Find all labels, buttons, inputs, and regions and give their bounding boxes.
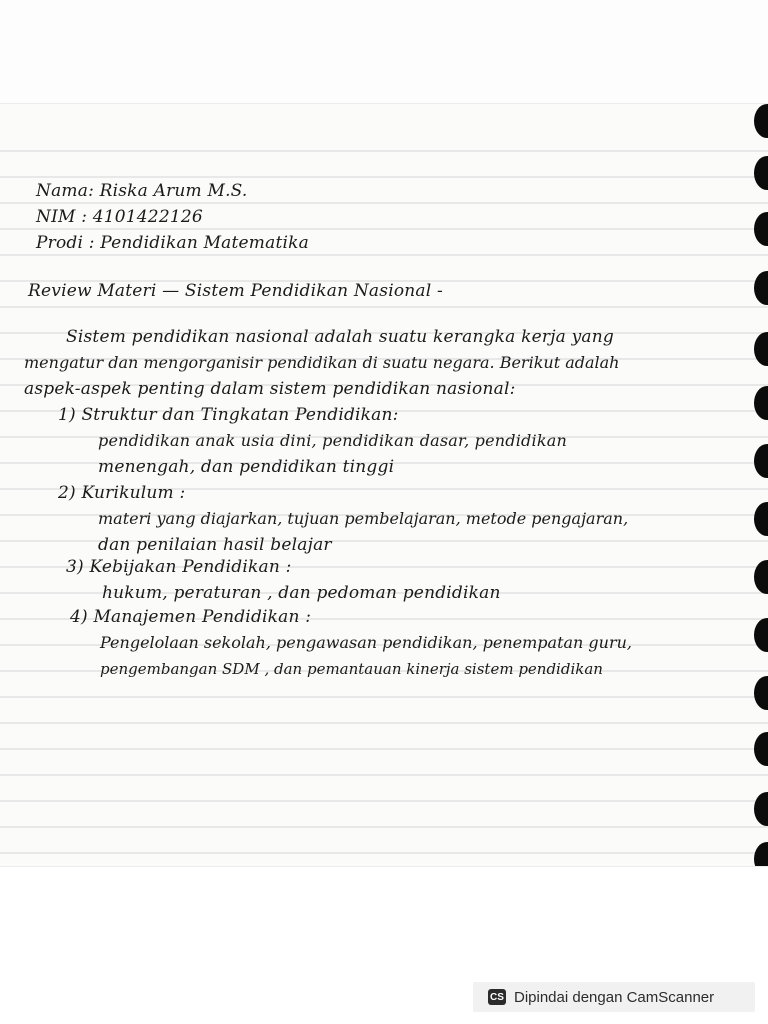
binder-hole — [754, 560, 768, 594]
page-title: Review Materi — Sistem Pendidikan Nasional - — [28, 281, 443, 301]
binder-holes — [746, 104, 768, 866]
binder-hole — [754, 212, 768, 246]
paragraph-line: aspek-aspek penting dalam sistem pendidikan nasional: — [24, 379, 516, 399]
list-item-heading: 4) Manajemen Pendidikan : — [70, 607, 312, 627]
list-item-detail: dan penilaian hasil belajar — [98, 535, 332, 555]
paragraph-line: Sistem pendidikan nasional adalah suatu kerangka kerja yang — [66, 327, 614, 347]
binder-hole — [754, 732, 768, 766]
list-item-heading: 1) Struktur dan Tingkatan Pendidikan: — [58, 405, 399, 425]
binder-hole — [754, 332, 768, 366]
binder-hole — [754, 618, 768, 652]
study-program: Prodi : Pendidikan Matematika — [36, 233, 309, 253]
list-item-detail: hukum, peraturan , dan pedoman pendidikan — [102, 583, 501, 603]
binder-hole — [754, 842, 768, 867]
student-nim: NIM : 4101422126 — [36, 207, 203, 227]
binder-hole — [754, 271, 768, 305]
notebook-page — [0, 103, 768, 867]
student-name: Nama: Riska Arum M.S. — [36, 181, 248, 201]
list-item-heading: 3) Kebijakan Pendidikan : — [66, 557, 292, 577]
list-item-detail: Pengelolaan sekolah, pengawasan pendidikan, penempatan guru, — [100, 633, 633, 652]
scan-top-margin — [0, 0, 768, 103]
list-item-heading: 2) Kurikulum : — [58, 483, 186, 503]
list-item-detail: pendidikan anak usia dini, pendidikan dasar, pendidikan — [98, 431, 567, 450]
list-item-detail: pengembangan SDM , dan pemantauan kinerja sistem pendidikan — [100, 660, 603, 678]
binder-hole — [754, 502, 768, 536]
paragraph-line: mengatur dan mengorganisir pendidikan di suatu negara. Berikut adalah — [24, 353, 620, 372]
binder-hole — [754, 676, 768, 710]
binder-hole — [754, 386, 768, 420]
camscanner-watermark — [473, 982, 755, 1012]
list-item-detail: menengah, dan pendidikan tinggi — [98, 457, 395, 477]
camscanner-logo-icon: CS — [488, 989, 506, 1005]
watermark-text: Dipindai dengan CamScanner — [514, 988, 715, 1006]
binder-hole — [754, 792, 768, 826]
list-item-detail: materi yang diajarkan, tujuan pembelajaran, metode pengajaran, — [98, 509, 629, 528]
binder-hole — [754, 444, 768, 478]
binder-hole — [754, 104, 768, 138]
binder-hole — [754, 156, 768, 190]
